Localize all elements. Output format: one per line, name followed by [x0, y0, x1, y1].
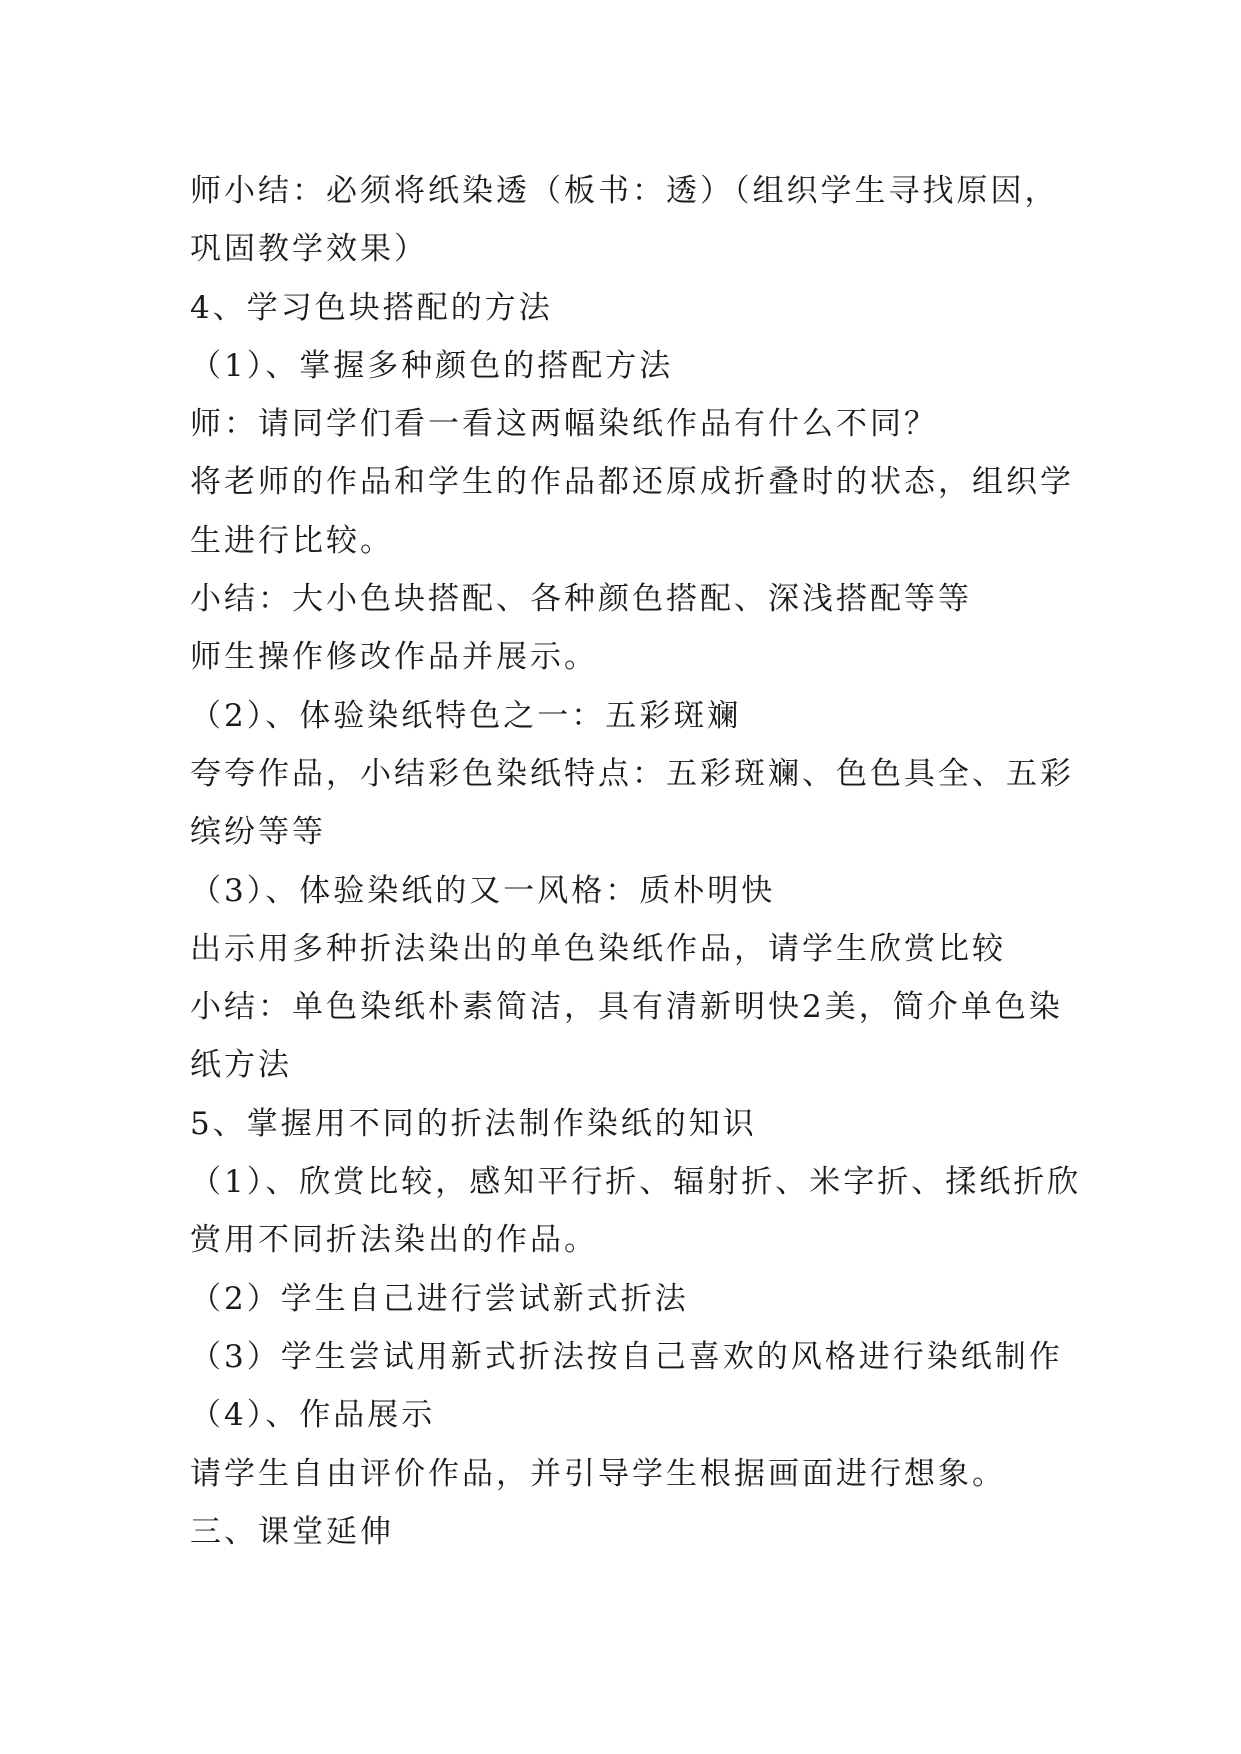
text-line: 师生操作修改作品并展示。 [190, 639, 598, 676]
text-line: 生进行比较。 [190, 522, 394, 559]
subsection-heading: （3）、体验染纸的又一风格：质朴明快 [190, 872, 776, 909]
text-line: 请学生自由评价作品，并引导学生根据画面进行想象。 [190, 1455, 1006, 1492]
subsection-heading: （2）学生自己进行尝试新式折法 [190, 1280, 689, 1317]
document-body [190, 162, 1082, 1561]
subsection-heading: （3）学生尝试用新式折法按自己喜欢的风格进行染纸制作 [190, 1338, 1063, 1375]
subsection-heading: （2）、体验染纸特色之一：五彩斑斓 [190, 697, 742, 734]
text-line: 夸夸作品，小结彩色染纸特点：五彩斑斓、色色具全、五彩 [190, 755, 1074, 792]
text-line: 纸方法 [190, 1047, 292, 1084]
text-line: 巩固教学效果） [190, 231, 428, 268]
text-line: 小结：单色染纸朴素简洁，具有清新明快2美，简介单色染 [190, 989, 1063, 1026]
section-heading: 5、掌握用不同的折法制作染纸的知识 [190, 1105, 757, 1142]
subsection-heading: （1）、欣赏比较，感知平行折、辐射折、米字折、揉纸折欣 [190, 1164, 1082, 1201]
text-line: 出示用多种折法染出的单色染纸作品，请学生欣赏比较 [190, 930, 1006, 967]
text-line: 师：请同学们看一看这两幅染纸作品有什么不同？ [190, 406, 938, 443]
text-line: 缤纷等等 [190, 814, 326, 851]
text-line: 小结：大小色块搭配、各种颜色搭配、深浅搭配等等 [190, 581, 972, 618]
text-line: 将老师的作品和学生的作品都还原成折叠时的状态，组织学 [190, 464, 1074, 501]
text-line: 赏用不同折法染出的作品。 [190, 1222, 598, 1259]
section-heading: 4、学习色块搭配的方法 [190, 289, 553, 326]
subsection-heading: （4）、作品展示 [190, 1397, 436, 1434]
section-heading: 三、课堂延伸 [190, 1513, 394, 1550]
subsection-heading: （1）、掌握多种颜色的搭配方法 [190, 347, 674, 384]
text-line: 师小结：必须将纸染透（板书：透）（组织学生寻找原因， [190, 173, 1059, 209]
